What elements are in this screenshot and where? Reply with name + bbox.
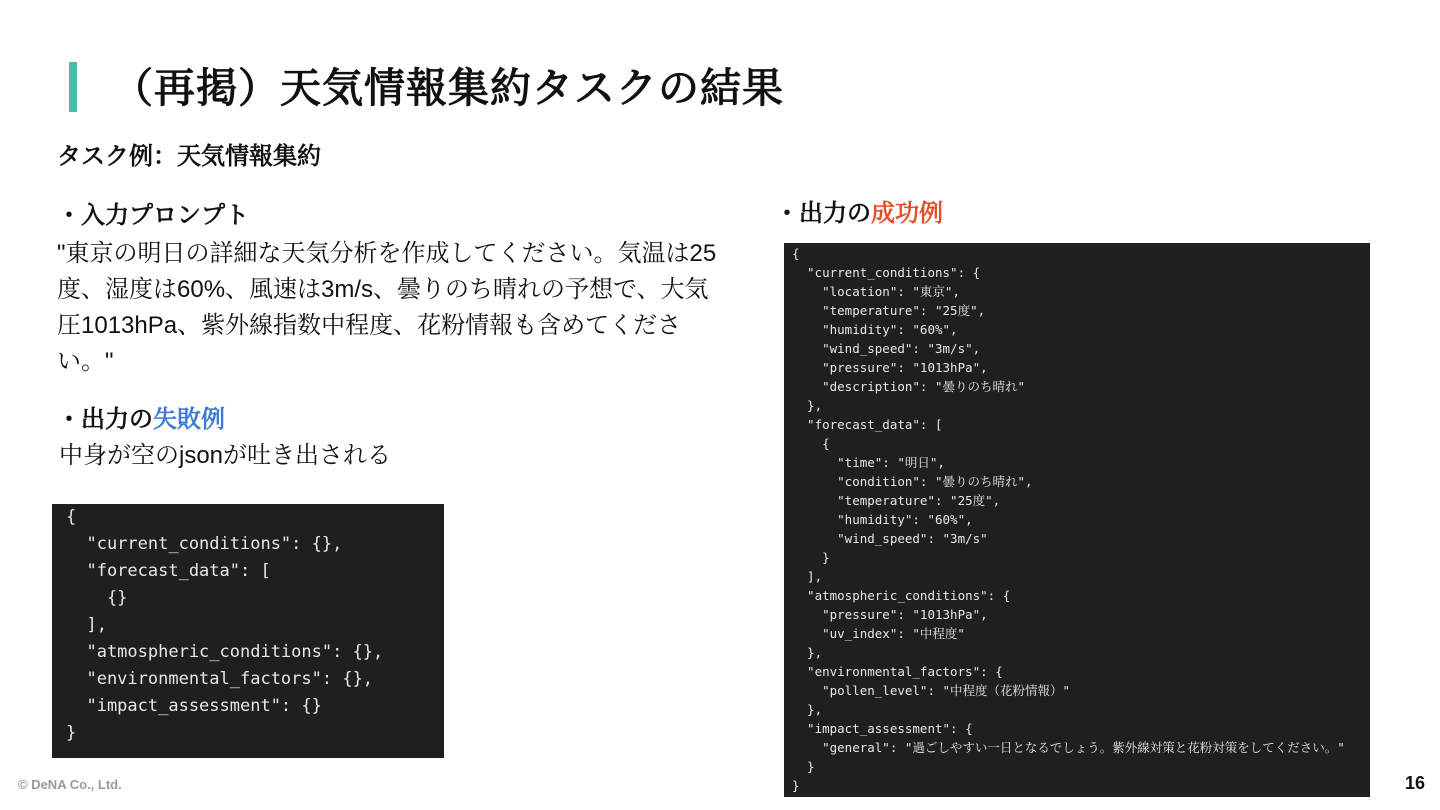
copyright-footer: © DeNA Co., Ltd. bbox=[18, 777, 122, 792]
code-line: "temperature": "25度", bbox=[792, 303, 986, 318]
code-line: "description": "曇りのち晴れ" bbox=[792, 379, 1026, 394]
code-line: "location": "東京", bbox=[792, 284, 960, 299]
code-line: "current_conditions": {}, bbox=[66, 534, 343, 554]
code-line: {} bbox=[66, 588, 128, 608]
code-line: "pollen_level": "中程度（花粉情報）" bbox=[792, 683, 1071, 698]
code-line: }, bbox=[792, 702, 823, 717]
success-json-code-block bbox=[784, 243, 1370, 797]
code-line: "atmospheric_conditions": { bbox=[792, 588, 1011, 603]
code-line: "temperature": "25度", bbox=[792, 493, 1001, 508]
success-heading-prefix: ・出力の bbox=[775, 200, 871, 227]
code-line: { bbox=[792, 436, 830, 451]
title-accent-bar bbox=[69, 62, 77, 112]
code-line: "current_conditions": { bbox=[792, 265, 981, 280]
code-line: "environmental_factors": { bbox=[792, 664, 1003, 679]
code-line: "time": "明日", bbox=[792, 455, 945, 470]
code-line: "general": "過ごしやすい一日となるでしょう。紫外線対策と花粉対策をしてください。" bbox=[792, 740, 1345, 755]
code-line: "wind_speed": "3m/s" bbox=[792, 531, 988, 546]
code-line: "humidity": "60%", bbox=[792, 322, 958, 337]
code-line: "pressure": "1013hPa", bbox=[792, 607, 988, 622]
input-prompt-heading: ・入力プロンプト bbox=[57, 202, 249, 229]
code-line: }, bbox=[792, 398, 823, 413]
code-line: "uv_index": "中程度" bbox=[792, 626, 965, 641]
code-line: }, bbox=[792, 645, 823, 660]
page-number: 16 bbox=[1404, 773, 1425, 793]
code-line: "condition": "曇りのち晴れ", bbox=[792, 474, 1033, 489]
task-example-label: タスク例：天気情報集約 bbox=[57, 143, 321, 170]
code-line: "environmental_factors": {}, bbox=[66, 669, 374, 689]
code-line: "forecast_data": [ bbox=[66, 561, 271, 581]
code-line: } bbox=[792, 550, 830, 565]
code-line: } bbox=[792, 759, 815, 774]
code-line: { bbox=[792, 246, 800, 261]
code-line: { bbox=[66, 507, 77, 527]
code-line: "wind_speed": "3m/s", bbox=[792, 341, 981, 356]
input-prompt-text: "東京の明日の詳細な天気分析を作成してください。気温は25度、湿度は60%、風速は3m/s、曇りのち晴れの予想で、大気圧1013hPa、紫外線指数中程度、花粉情報も含めてください。" bbox=[57, 240, 717, 375]
code-line: "atmospheric_conditions": {}, bbox=[66, 642, 384, 662]
code-line: "humidity": "60%", bbox=[792, 512, 973, 527]
code-line: "forecast_data": [ bbox=[792, 417, 943, 432]
code-line: "impact_assessment": { bbox=[792, 721, 973, 736]
failure-description: 中身が空のjsonが吐き出される bbox=[59, 442, 392, 469]
code-line: } bbox=[66, 723, 77, 743]
code-line: "pressure": "1013hPa", bbox=[792, 360, 988, 375]
success-heading-highlight: 成功例 bbox=[871, 200, 943, 227]
failure-example-heading bbox=[57, 405, 225, 435]
failure-heading-prefix: ・出力の bbox=[57, 406, 153, 433]
success-example-heading bbox=[775, 199, 943, 229]
slide-title: （再掲）天気情報集約タスクの結果 bbox=[112, 65, 784, 111]
failure-heading-highlight: 失敗例 bbox=[153, 406, 225, 433]
code-line: } bbox=[792, 778, 800, 793]
failure-json-code-block bbox=[52, 504, 444, 758]
code-line: "impact_assessment": {} bbox=[66, 696, 322, 716]
code-line: ], bbox=[792, 569, 823, 584]
code-line: ], bbox=[66, 615, 107, 635]
